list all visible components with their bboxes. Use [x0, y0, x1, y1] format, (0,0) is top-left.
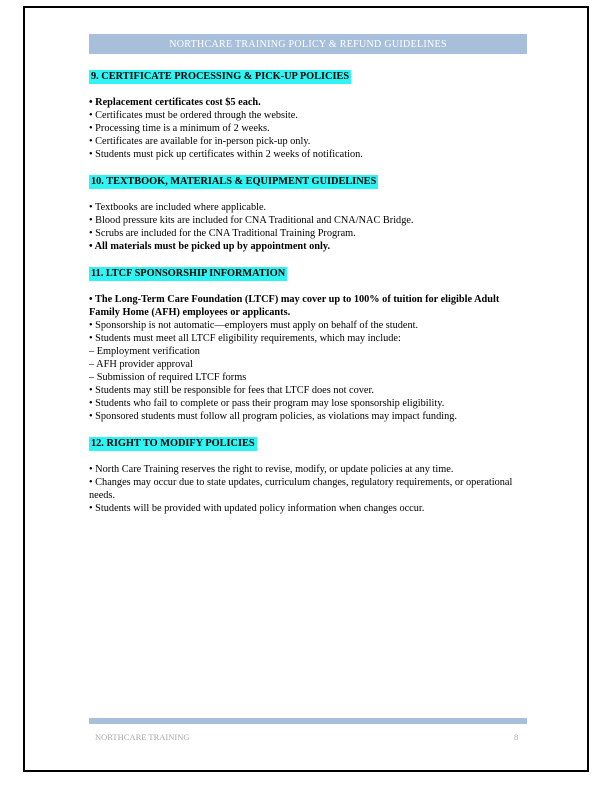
list-item: • Textbooks are included where applicable. — [89, 202, 267, 213]
list-item: • Students who fail to complete or pass their program may lose sponsorship eligibility. — [89, 398, 445, 409]
document-body — [89, 70, 529, 515]
list-item: • Changes may occur due to state updates, curriculum changes, regulatory requirements, or operational needs. — [89, 477, 513, 501]
footer-company: NORTHCARE TRAINING — [95, 732, 190, 742]
bullet-list — [89, 293, 529, 423]
list-sub-item: – AFH provider approval — [89, 359, 193, 370]
bullet-list — [89, 96, 529, 161]
section-12 — [89, 437, 529, 515]
section-9 — [89, 70, 529, 161]
list-item: • Students may still be responsible for fees that LTCF does not cover. — [89, 385, 374, 396]
page-header — [89, 34, 527, 54]
list-item: • Sponsored students must follow all program policies, as violations may impact funding. — [89, 411, 457, 422]
list-item: • The Long-Term Care Foundation (LTCF) may cover up to 100% of tuition for eligible Adult Family Home (AFH) employees or applicants. — [89, 294, 500, 318]
list-item: • Replacement certificates cost $5 each. — [89, 97, 261, 108]
footer-rule — [89, 718, 527, 724]
section-heading: 10. TEXTBOOK, MATERIALS & EQUIPMENT GUIDELINES — [91, 176, 377, 187]
list-sub-item: – Employment verification — [89, 346, 200, 357]
section-10 — [89, 175, 529, 253]
bullet-list — [89, 201, 529, 253]
list-item: • Certificates are available for in-person pick-up only. — [89, 136, 311, 147]
list-item: • Sponsorship is not automatic—employers must apply on behalf of the student. — [89, 320, 419, 331]
section-heading: 12. RIGHT TO MODIFY POLICIES — [91, 438, 255, 449]
list-item: • Students must meet all LTCF eligibility requirements, which may include: — [89, 333, 401, 344]
list-item: • All materials must be picked up by appointment only. — [89, 241, 331, 252]
page-number: 8 — [514, 732, 519, 742]
list-item: • Students will be provided with updated policy information when changes occur. — [89, 503, 425, 514]
list-item: • North Care Training reserves the right to revise, modify, or update policies at any time. — [89, 464, 454, 475]
list-sub-item: – Submission of required LTCF forms — [89, 372, 247, 383]
list-item: • Processing time is a minimum of 2 weeks. — [89, 123, 270, 134]
list-item: • Scrubs are included for the CNA Traditional Training Program. — [89, 228, 356, 239]
section-heading: 11. LTCF SPONSORSHIP INFORMATION — [91, 268, 286, 279]
header-title: NORTHCARE TRAINING POLICY & REFUND GUIDELINES — [169, 39, 447, 50]
list-item: • Blood pressure kits are included for CNA Traditional and CNA/NAC Bridge. — [89, 215, 414, 226]
section-heading: 9. CERTIFICATE PROCESSING & PICK-UP POLICIES — [91, 71, 350, 82]
section-11 — [89, 267, 529, 423]
list-item: • Students must pick up certificates within 2 weeks of notification. — [89, 149, 363, 160]
bullet-list — [89, 463, 529, 515]
list-item: • Certificates must be ordered through the website. — [89, 110, 298, 121]
